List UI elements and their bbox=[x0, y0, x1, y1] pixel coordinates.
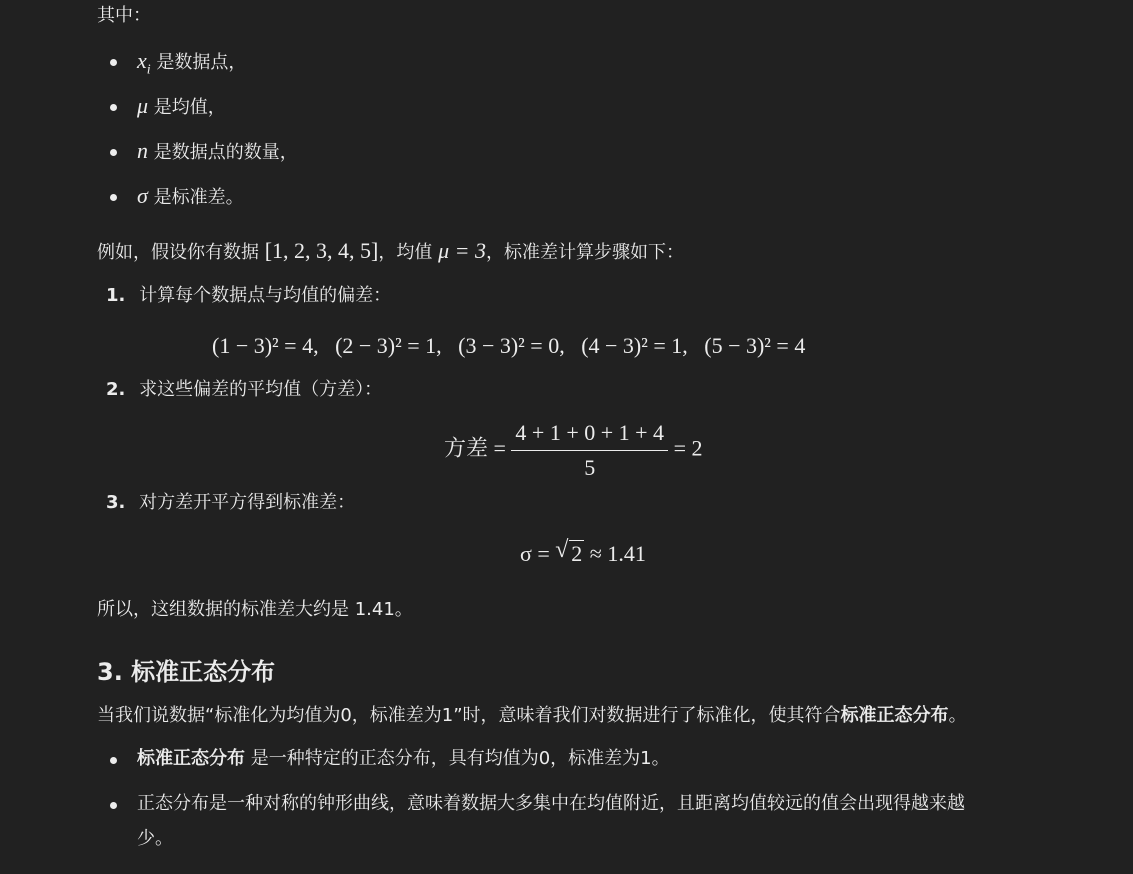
fraction-denominator: 5 bbox=[584, 455, 596, 480]
step-text: 求这些偏差的平均值（方差）： bbox=[139, 379, 383, 400]
formula-rhs: ≈ 1.41 bbox=[589, 541, 646, 566]
step-text: 对方差开平方得到标准差： bbox=[139, 492, 356, 513]
para-bold: 标准正态分布 bbox=[840, 705, 949, 726]
formula-lhs: σ = bbox=[520, 541, 550, 566]
def-text: 是数据点， bbox=[156, 52, 247, 73]
def-item-sigma bbox=[137, 183, 244, 211]
example-prefix: 例如，假设你有数据 bbox=[97, 242, 259, 263]
section-bullet-2-cont: 少。 bbox=[137, 828, 173, 849]
math-subscript: i bbox=[146, 62, 151, 78]
fraction-numerator: 4 + 1 + 0 + 1 + 4 bbox=[515, 420, 665, 445]
radicand: 2 bbox=[571, 541, 583, 566]
step-number: 2. bbox=[106, 379, 126, 400]
def-text: 是数据点的数量， bbox=[153, 142, 298, 163]
step-2 bbox=[106, 377, 382, 403]
example-paragraph bbox=[97, 238, 684, 266]
bullet-dot bbox=[110, 802, 117, 809]
example-data: [1, 2, 3, 4, 5] bbox=[264, 238, 379, 263]
bullet-dot bbox=[110, 757, 117, 764]
bullet-bold: 标准正态分布 bbox=[137, 748, 245, 769]
step-1 bbox=[106, 283, 391, 309]
section-bullet-2: 正态分布是一种对称的钟形曲线，意味着数据大多集中在均值附近，且距离均值较远的值会出现得越来越 bbox=[137, 793, 965, 814]
math-symbol: μ bbox=[137, 93, 149, 118]
fraction-bar bbox=[511, 450, 668, 451]
def-item-xi bbox=[137, 48, 246, 83]
bullet-dot bbox=[110, 104, 117, 111]
bullet-dot bbox=[110, 194, 117, 201]
bullet-dot bbox=[110, 149, 117, 156]
def-text: 是均值， bbox=[153, 97, 226, 118]
conclusion-text: 所以，这组数据的标准差大约是 1.41。 bbox=[97, 599, 413, 620]
para-end: 。 bbox=[948, 705, 967, 726]
section-bullet-1 bbox=[137, 746, 670, 772]
def-text: 是标准差。 bbox=[153, 187, 244, 208]
step-2-formula bbox=[444, 420, 702, 481]
square-root: √ 2 bbox=[555, 537, 583, 566]
formula-lhs: 方差 = bbox=[444, 435, 506, 461]
math-symbol: σ bbox=[137, 183, 148, 208]
def-item-n bbox=[137, 138, 298, 166]
para-text: 当我们说数据“标准化为均值为0，标准差为1”时，意味着我们对数据进行了标准化，使其符合 bbox=[97, 705, 841, 726]
step-number: 1. bbox=[106, 285, 126, 306]
step-1-formula: (1 − 3)² = 4, (2 − 3)² = 1, (3 − 3)² = 0, (4 − 3)² = 1, (5 − 3)² = 4 bbox=[212, 333, 806, 358]
step-text: 计算每个数据点与均值的偏差： bbox=[139, 285, 392, 306]
fraction bbox=[511, 420, 668, 481]
step-3 bbox=[106, 490, 355, 516]
section-title: 3. 标准正态分布 bbox=[97, 658, 276, 686]
example-mean: μ = 3 bbox=[438, 238, 487, 263]
step-3-formula bbox=[520, 537, 646, 567]
intro-text: 其中： bbox=[97, 5, 151, 26]
step-number: 3. bbox=[106, 492, 126, 513]
formula-rhs: = 2 bbox=[673, 435, 703, 461]
example-mid: ，均值 bbox=[378, 242, 433, 263]
bullet-dot bbox=[110, 59, 117, 66]
math-symbol: n bbox=[137, 138, 148, 163]
bullet-text: 是一种特定的正态分布，具有均值为0，标准差为1。 bbox=[245, 748, 670, 769]
math-symbol: x bbox=[137, 48, 147, 73]
def-item-mu bbox=[137, 93, 226, 121]
section-paragraph bbox=[97, 703, 967, 729]
example-suffix: ，标准差计算步骤如下： bbox=[486, 242, 685, 263]
